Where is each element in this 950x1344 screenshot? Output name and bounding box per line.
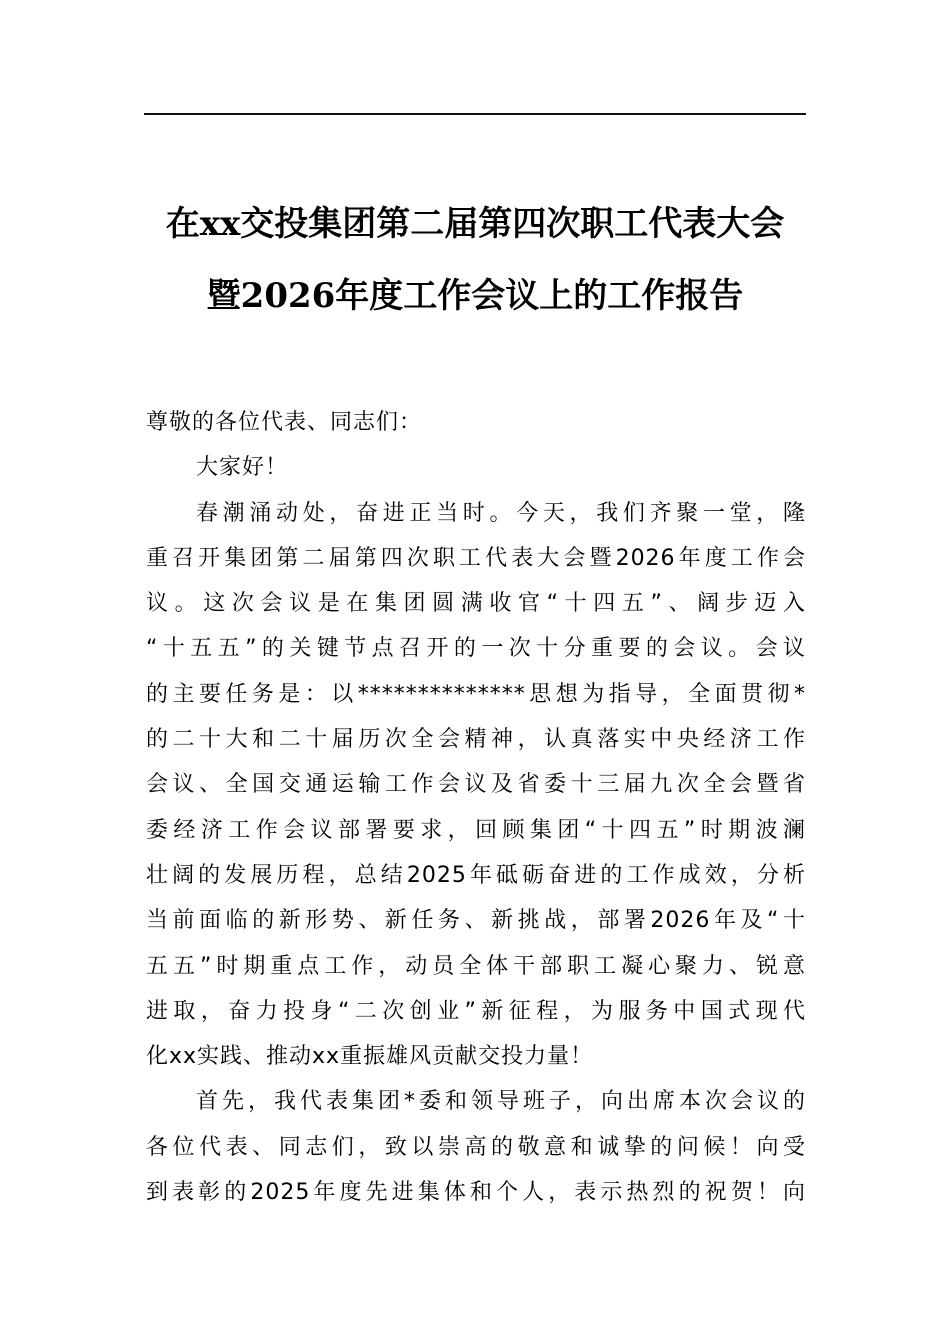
header-rule-divider [144,113,806,115]
paragraph-line: 会议、全国交通运输工作会议及省委十三届九次全会暨省 [146,772,806,798]
salutation: 尊敬的各位代表、同志们： [146,410,423,435]
paragraph-line: 当前面临的新形势、新任务、新挑战，部署2026年及“十 [146,908,806,934]
paragraph-line: 议。这次会议是在集团圆满收官“十四五”、阔步迈入 [146,591,806,617]
paragraph-2 [146,1079,806,1215]
paragraph-line: 五五”时期重点工作，动员全体干部职工凝心聚力、锐意 [146,953,806,979]
document-body [146,400,806,1215]
paragraph-line: 壮阔的发展历程，总结2025年砥砺奋进的工作成效，分析 [146,862,806,888]
greeting: 大家好！ [196,455,289,481]
paragraph-line: 化xx实践、推动xx重振雄风贡献交投力量！ [146,1044,594,1070]
paragraph-line: 委经济工作会议部署要求，回顾集团“十四五”时期波澜 [146,817,806,843]
paragraph-line: 的二十大和二十届历次全会精神，认真落实中央经济工作 [146,727,806,753]
paragraph-line: 到表彰的2025年度先进集体和个人，表示热烈的祝贺！向 [146,1180,806,1206]
paragraph-line: 各位代表、同志们，致以崇高的敬意和诚挚的问候！向受 [146,1134,806,1160]
paragraph-line: 的主要任务是：以**************思想为指导，全面贯彻* [146,681,806,707]
paragraph-line: 首先，我代表集团*委和领导班子，向出席本次会议的 [196,1089,806,1115]
paragraph-line: 重召开集团第二届第四次职工代表大会暨2026年度工作会 [146,545,806,571]
document-title-line-1: 在xx交投集团第二届第四次职工代表大会 [165,204,785,244]
paragraph-1 [146,491,806,1080]
paragraph-line: “十五五”的关键节点召开的一次十分重要的会议。会议 [146,636,806,662]
document-title-line-2: 暨2026年度工作会议上的工作报告 [206,276,744,316]
paragraph-line: 春潮涌动处，奋进正当时。今天，我们齐聚一堂，隆 [196,500,806,526]
paragraph-line: 进取，奋力投身“二次创业”新征程，为服务中国式现代 [146,998,806,1024]
